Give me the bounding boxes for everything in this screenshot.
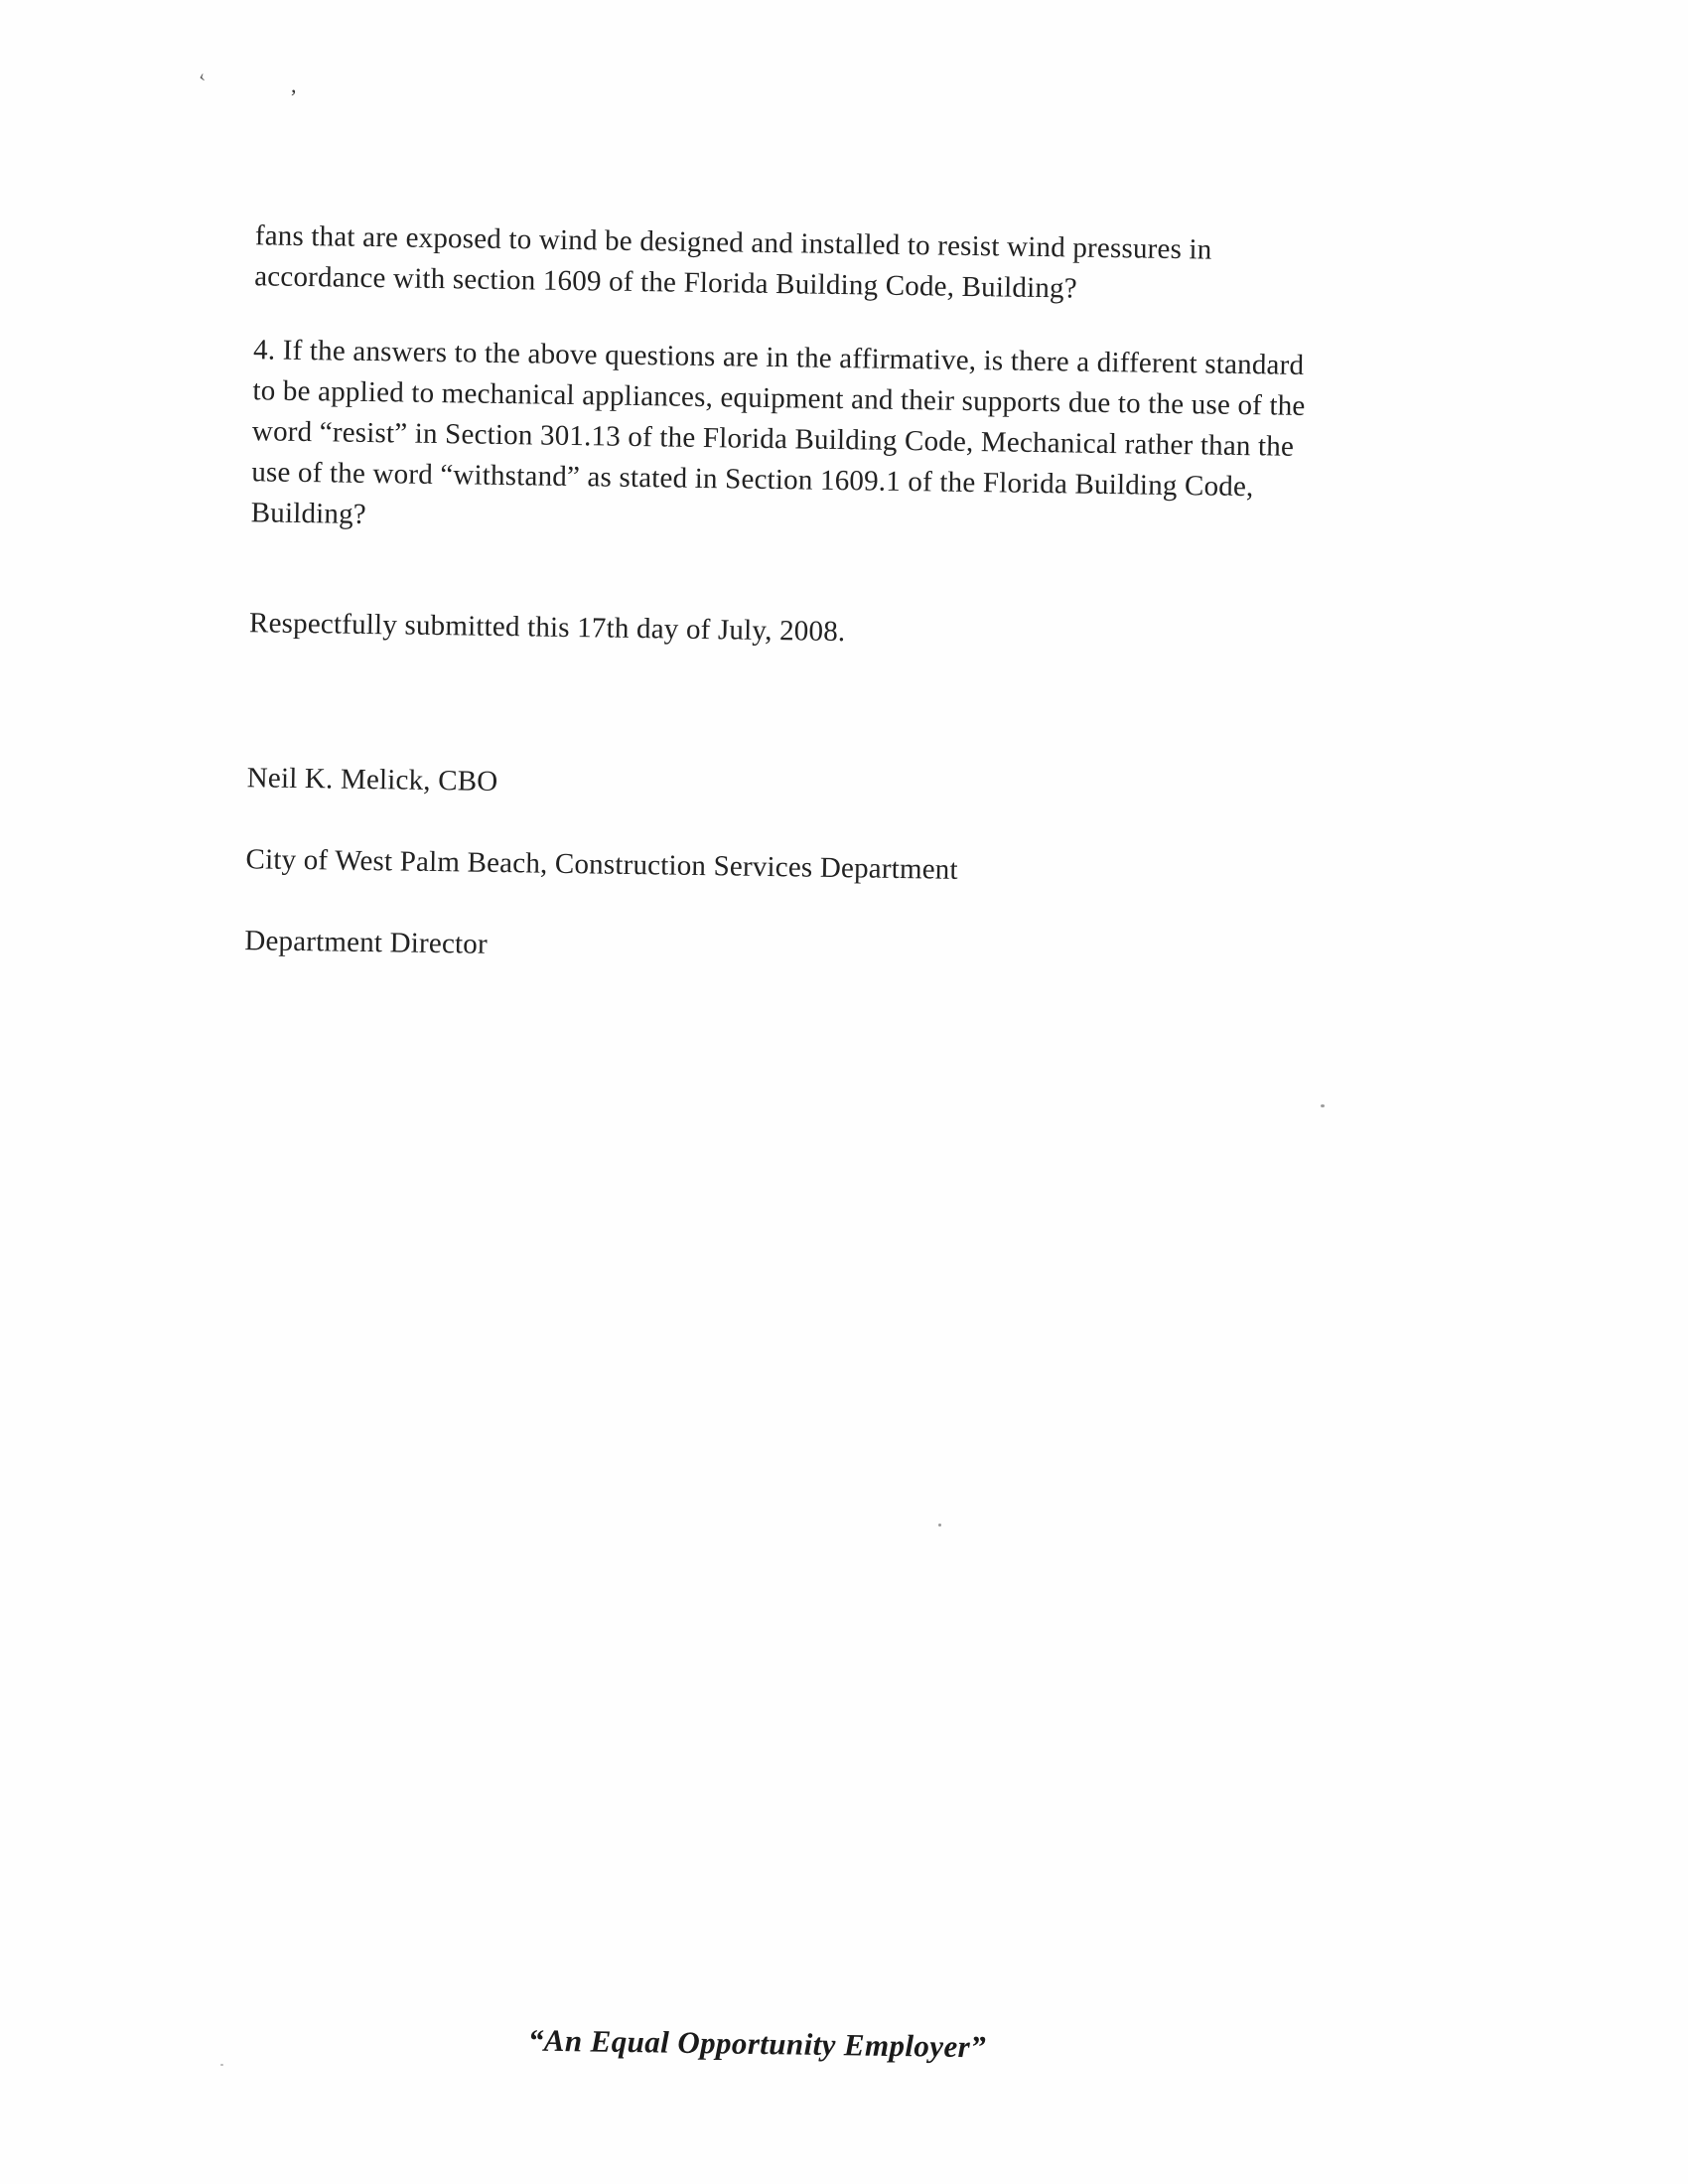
signature-organization: City of West Palm Beach, Construction Services Department bbox=[245, 843, 958, 886]
paragraph-question-4: 4. If the answers to the above questions are in the affirmative, is there a different standard to be applied to mechanical appliances, equipment and their supports due to the use of the word “resist” in Section 301.13 of the Florida Building Code, Mechanical rather than the use of the word “withstand” as stated in Section 1609.1 of the Florida Building Code, Building? bbox=[250, 334, 1306, 530]
scan-speck bbox=[220, 2064, 223, 2066]
paragraph-respectfully-submitted: Respectfully submitted this 17th day of July, 2008. bbox=[248, 607, 846, 649]
signature-block bbox=[243, 717, 1359, 1019]
scan-artifact-mark: , bbox=[291, 73, 297, 97]
scan-speck bbox=[1321, 1104, 1325, 1107]
paragraph-continuation: fans that are exposed to wind be designed and installed to resist wind pressures in accordance with section 1609 of the Florida Building Code, Building? bbox=[254, 219, 1212, 305]
scan-speck bbox=[938, 1524, 941, 1527]
scan-artifact-mark: ‹ bbox=[196, 65, 208, 86]
signature-name: Neil K. Melick, CBO bbox=[246, 762, 498, 798]
footer-equal-opportunity: “An Equal Opportunity Employer” bbox=[527, 2022, 987, 2065]
signature-title: Department Director bbox=[244, 925, 489, 960]
